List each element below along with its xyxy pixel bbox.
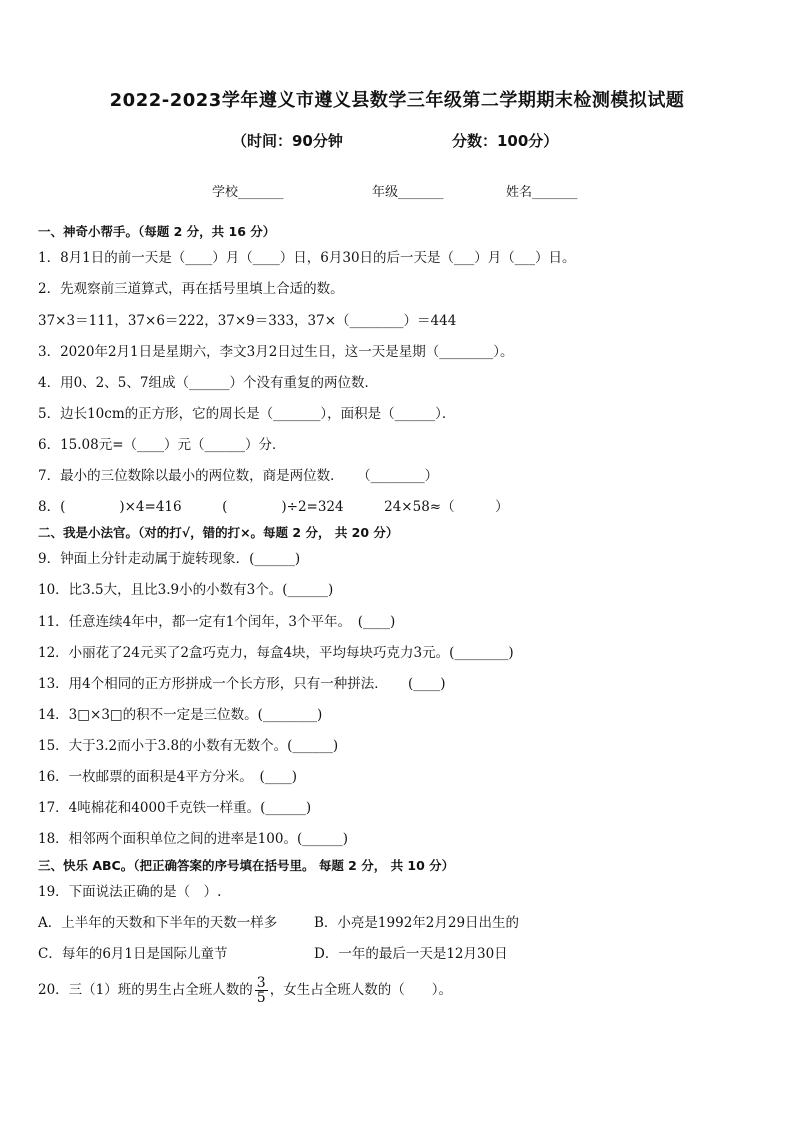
question-19-option-c: C．每年的6月1日是国际儿童节 (38, 946, 228, 962)
page-title: 2022-2023学年遵义市遵义县数学三年级第二学期期末检测模拟试题 (109, 90, 685, 111)
question-15: 15．大于3.2而小于3.8的小数有无数个。(______) (38, 738, 339, 754)
question-1: 1．8月1日的前一天是（____）月（____）日，6月30日的后一天是（___）月（___）日。 (38, 250, 576, 266)
question-12: 12．小丽花了24元买了2盒巧克力，每盒4块，平均每块巧克力3元。(________) (38, 645, 514, 661)
question-16: 16．一枚邮票的面积是4平方分米。 (____) (38, 769, 298, 785)
exam-time: （时间：90分钟 (232, 132, 343, 150)
question-3: 3．2020年2月1日是星期六，李文3月2日过生日，这一天是星期（________）。 (38, 344, 514, 360)
question-2-equations: 37×3＝111，37×6＝222，37×9＝333，37×（________）＝444 (38, 313, 457, 329)
exam-score: 分数：100分） (452, 132, 559, 150)
question-19-option-a: A．上半年的天数和下半年的天数一样多 (38, 915, 278, 931)
question-7: 7．最小的三位数除以最小的两位数，商是两位数． （________） (38, 468, 439, 484)
question-18: 18．相邻两个面积单位之间的进率是100。(______) (38, 831, 348, 847)
question-17: 17．4吨棉花和4000千克铁一样重。(______) (38, 800, 312, 816)
question-14: 14．3□×3□的积不一定是三位数。(________) (38, 707, 323, 723)
school-field[interactable]: 学校_______ (212, 185, 284, 200)
question-10: 10．比3.5大，且比3.9小的小数有3个。(______) (38, 582, 334, 598)
question-20-prefix: 20．三（1）班的男生占全班人数的 (38, 982, 253, 998)
question-8: 8．( )×4=416 ( )÷2=324 24×58≈（ ） (38, 499, 509, 515)
fraction-numerator: 3 (256, 975, 266, 991)
fraction-denominator: 5 (256, 990, 266, 1006)
question-19: 19．下面说法正确的是（ ）. (38, 884, 222, 900)
fraction (255, 976, 268, 1005)
question-2: 2．先观察前三道算式，再在括号里填上合适的数。 (38, 281, 344, 297)
question-20-suffix: ，女生占全班人数的（ ）。 (269, 982, 452, 998)
name-field[interactable]: 姓名_______ (506, 185, 578, 200)
question-9: 9．钟面上分针走动属于旋转现象．(______) (38, 551, 301, 567)
question-19-option-b: B．小亮是1992年2月29日出生的 (314, 915, 520, 931)
section-1-heading: 一、神奇小帮手。（每题 2 分，共 16 分） (38, 224, 276, 239)
question-4: 4．用0、2、5、7组成（______）个没有重复的两位数． (38, 375, 378, 391)
grade-field[interactable]: 年级_______ (372, 185, 444, 200)
section-3-heading: 三、快乐 ABC。（把正确答案的序号填在括号里。 每题 2 分， 共 10 分） (38, 858, 455, 873)
question-19-option-d: D．一年的最后一天是12月30日 (314, 946, 508, 962)
section-2-heading: 二、我是小法官。（对的打√，错的打×。每题 2 分， 共 20 分） (38, 525, 399, 540)
question-11: 11．任意连续4年中，都一定有1个闰年，3个平年。 (____) (38, 614, 396, 630)
question-6: 6．15.08元=（____）元（______）分． (38, 437, 286, 453)
question-20 (38, 970, 764, 1010)
question-13: 13．用4个相同的正方形拼成一个长方形，只有一种拼法． (____) (38, 676, 446, 692)
question-5: 5．边长10cm的正方形，它的周长是（_______），面积是（______）． (38, 406, 456, 422)
